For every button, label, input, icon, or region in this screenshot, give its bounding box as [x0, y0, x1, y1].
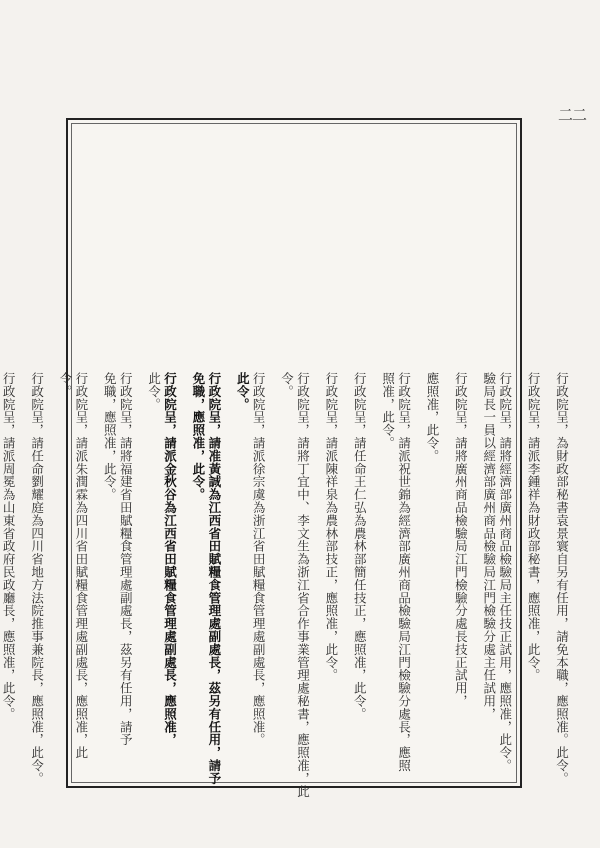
text-column: 行政院呈，請將廣州商品檢驗局江門檢驗分處長技正試用，	[453, 372, 469, 708]
text-column: 行政院呈，請任命王仁弘為農林部簡任技正，應照准，此令。	[352, 372, 368, 721]
text-column: 行政院呈，請將丁宜中、李文生為浙江省合作事業管理處秘書，應照准，此	[295, 372, 311, 798]
text-column: 驗局長一員以經濟部廣州商品檢驗局江門檢驗分處主任試用，	[481, 372, 497, 721]
text-column: 行政院呈，請派金秋谷為江西省田賦糧食管理處副處長，應照准，	[162, 372, 178, 747]
text-column: 令。	[279, 372, 295, 398]
text-column: 行政院呈，請將經濟部廣州商品檢驗局主任技正試用，應照准，此令。	[497, 372, 513, 772]
text-column: 行政院呈，請將福建省田賦糧食管理處副處長，茲另有任用，請予	[118, 372, 134, 747]
gazette-text	[1, 372, 582, 804]
text-column: 行政院呈，請派陳祥泉為農林部技正，應照准，此令。	[323, 372, 339, 682]
text-column: 應照准，此令。	[424, 372, 440, 463]
text-column: 行政院呈，請派朱潤霖為四川省田賦糧食管理處副處長，應照准，此	[73, 372, 89, 759]
text-column: 免職，應照准，此令。	[102, 372, 118, 501]
text-column: 照准，此令。	[380, 372, 396, 450]
text-column: 行政院呈，請准黃誠為江西省田賦糧食管理處副處長，茲另有任用，請予	[206, 372, 222, 785]
text-column: 行政院呈，請派李鍾祥為財政部秘書，應照准，此令。	[526, 372, 542, 682]
page-number: 二二	[557, 106, 586, 124]
text-column: 此令。	[235, 372, 251, 411]
text-column: 行政院呈，請派祝世錦為經濟部廣州商品檢驗局江門檢驗分處長，應照	[396, 372, 412, 772]
text-column: 免職，應照准，此令。	[190, 372, 206, 501]
text-column: 令。	[57, 372, 73, 398]
text-column: 行政院呈，請任命劉耀庭為四川省地方法院推事兼院長，應照准，此令。	[29, 372, 45, 785]
text-column: 行政院呈，為財政部秘書袁景寰自另有任用，請免本職，應照准。此令。	[554, 372, 570, 785]
text-column: 行政院呈，請派周冕為山東省政府民政廳長，應照准，此令。	[1, 372, 17, 721]
text-column: 此令。	[146, 372, 162, 411]
text-column: 行政院呈，請派徐宗虞為浙江省田賦糧食管理處副處長，應照准。	[251, 372, 267, 747]
